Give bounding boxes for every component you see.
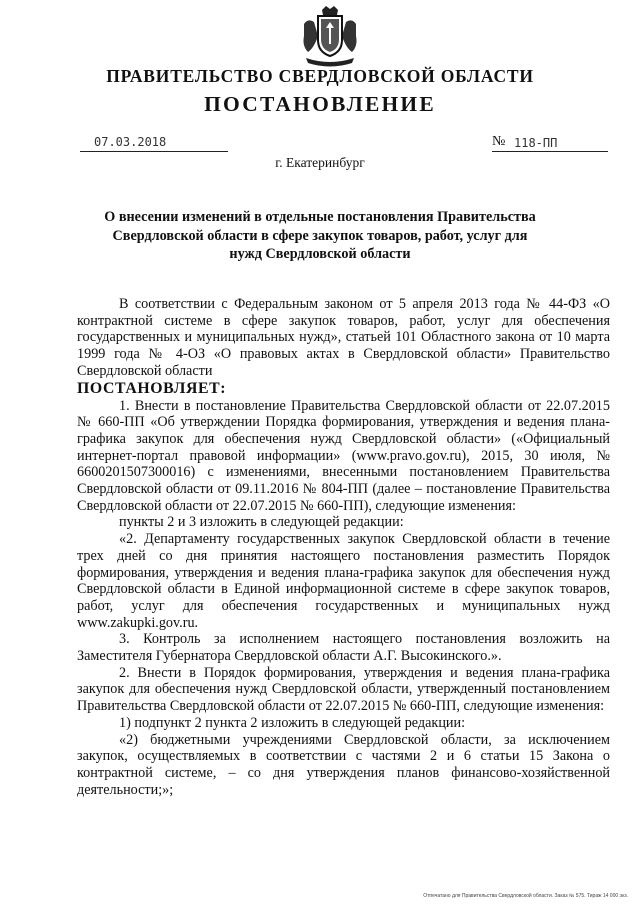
document-number: 118-ПП [514, 136, 558, 150]
government-title: ПРАВИТЕЛЬСТВО СВЕРДЛОВСКОЙ ОБЛАСТИ [106, 66, 534, 86]
paragraph-1-subitem: пункты 2 и 3 изложить в следующей редакции: [119, 514, 404, 531]
print-note: Отпечатано для Правительства Свердловской области. Заказ № 575. Тираж 14 000 экз. [423, 893, 628, 899]
document-date-field [80, 135, 228, 152]
paragraph-2-subitem: 1) подпункт 2 пункта 2 изложить в следующей редакции: [119, 714, 466, 731]
paragraph-2-quote: «2) бюджетными учреждениями Свердловской области, за исключением закупок, осуществляемых в соответствии с частями 2 и 6 статьи 15 Закона о контрактной системе, – со дня утверждения планов финансово-хозяйственной деятельности;»; [77, 731, 610, 798]
document-type: ПОСТАНОВЛЕНИЕ [204, 92, 436, 116]
document-heading: О внесении изменений в отдельные постановления Правительства Свердловской области в сфере закупок товаров, работ, услуг для нужд Свердловской области [104, 209, 536, 262]
paragraph-1-quote-2: 3. Контроль за исполнением настоящего постановления возложить на Заместителя Губернатора Свердловской области А.Г. Высокинского.». [77, 631, 610, 665]
city-label: г. Екатеринбург [275, 155, 365, 170]
document-number-field [492, 135, 608, 152]
number-sign: № [492, 134, 506, 149]
document-date: 07.03.2018 [94, 135, 167, 149]
decree-word: ПОСТАНОВЛЯЕТ: [77, 379, 227, 397]
document-body [77, 296, 610, 798]
paragraph-2: 2. Внести в Порядок формирования, утверждения и ведения плана-графика закупок для обеспечения нужд Свердловской области, утвержденный постановлением Правительства Свердловской области от 22.07.2015 № 660-ПП, следующие изменения: [77, 664, 610, 715]
paragraph-1: 1. Внести в постановление Правительства Свердловской области от 22.07.2015 № 660-ПП «Об утверждении Порядка формирования, утверждения и ведения плана-графика закупок для обеспечения нужд Свердловской области» («Официальный интернет-портал правовой информации» (www.pravo.gov.ru), 2015, 30 июля, № 6600201507300016) с изменениями, внесенными постановлением Правительства Свердловской области от 09.11.2016 № 804-ПП (далее – постановление Правительства Свердловской области от 22.07.2015 № 660-ПП), следующие изменения: [77, 397, 610, 514]
preamble-paragraph: В соответствии с Федеральным законом от 5 апреля 2013 года № 44-ФЗ «О контрактной системе в сфере закупок товаров, работ, услуг для обеспечения государственных и муниципальных нужд», статьей 101 Областного закона от 10 марта 1999 года № 4-ОЗ «О правовых актах в Свердловской области» Правительство Свердловской области [77, 296, 610, 379]
coat-of-arms-icon [300, 6, 360, 68]
paragraph-1-quote-1: «2. Департаменту государственных закупок Свердловской области в течение трех дней со дня принятия настоящего постановления разместить Порядок формирования, утверждения и ведения плана-графика закупок для обеспечения нужд Свердловской области в Единой информационной системе в сфере закупок товаров, работ, услуг для обеспечения государственных и муниципальных нужд www.zakupki.gov.ru. [77, 531, 610, 631]
